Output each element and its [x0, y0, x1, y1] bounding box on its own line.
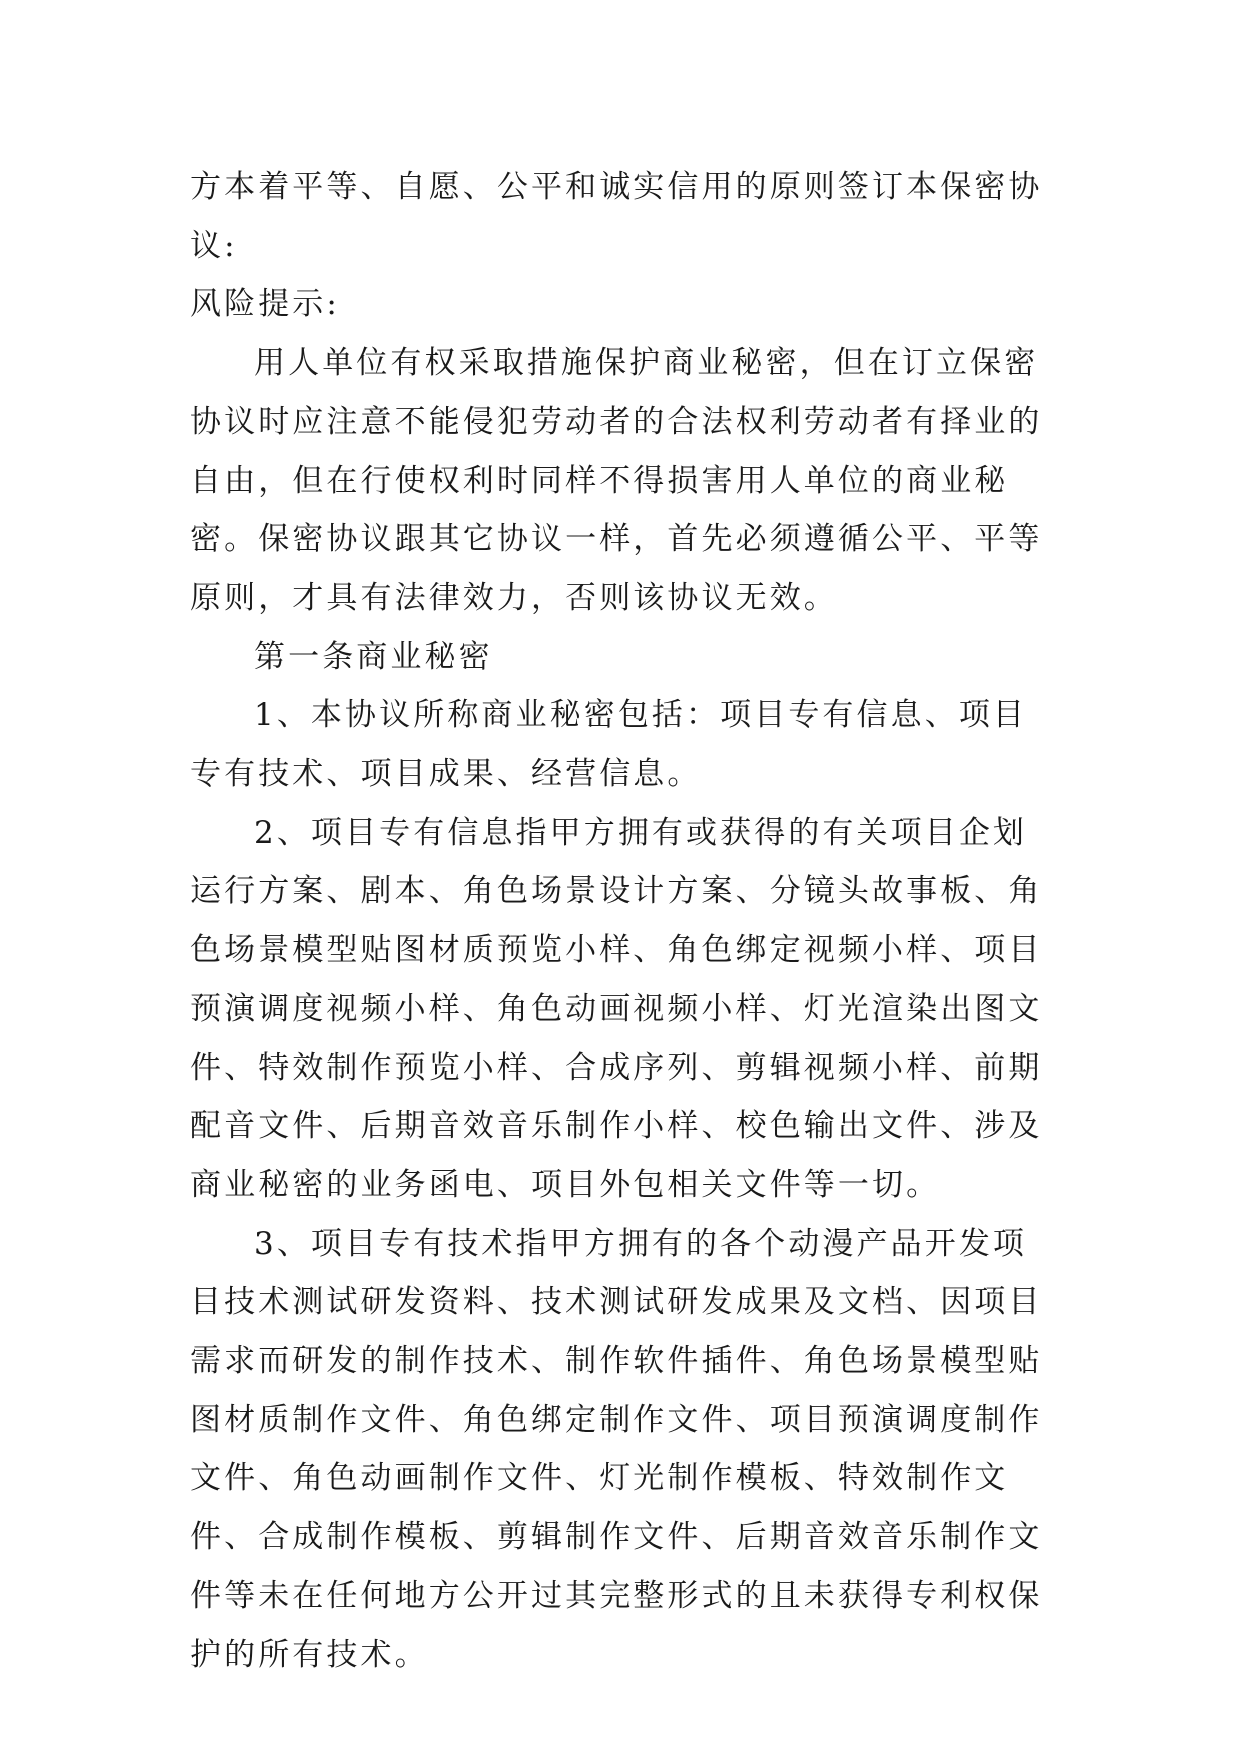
paragraph-clause-2: 2、项目专有信息指甲方拥有或获得的有关项目企划运行方案、剧本、角色场景设计方案、分镜头故事板、角色场景模型贴图材质预览小样、角色绑定视频小样、项目预演调度视频小样、角色动画视频小样、灯光渲染出图文件、特效制作预览小样、合成序列、剪辑视频小样、前期配音文件、后期音效音乐制作小样、校色输出文件、涉及商业秘密的业务函电、项目外包相关文件等一切。 [190, 814, 1043, 1203]
paragraph-risk-heading: 风险提示: [190, 286, 340, 323]
section-heading-article-1: 第一条商业秘密 [254, 638, 493, 675]
paragraph-risk-body: 用人单位有权采取措施保护商业秘密，但在订立保密协议时应注意不能侵犯劳动者的合法权利劳动者有择业的自由，但在行使权利时同样不得损害用人单位的商业秘密。保密协议跟其它协议一样，首先必须遵循公平、平等原则，才具有法律效力，否则该协议无效。 [190, 345, 1043, 616]
paragraph-clause-3: 3、项目专有技术指甲方拥有的各个动漫产品开发项目技术测试研发资料、技术测试研发成果及文档、因项目需求而研发的制作技术、制作软件插件、角色场景模型贴图材质制作文件、角色绑定制作文件、项目预演调度制作文件、角色动画制作文件、灯光制作模板、特效制作文件、合成制作模板、剪辑制作文件、后期音效音乐制作文件等未在任何地方公开过其完整形式的且未获得专利权保护的所有技术。 [190, 1225, 1043, 1673]
paragraph-clause-1: 1、本协议所称商业秘密包括：项目专有信息、项目专有技术、项目成果、经营信息。 [190, 697, 1028, 793]
paragraph-intro: 方本着平等、自愿、公平和诚实信用的原则签订本保密协议: [190, 169, 1043, 264]
document-body [190, 158, 1055, 1684]
